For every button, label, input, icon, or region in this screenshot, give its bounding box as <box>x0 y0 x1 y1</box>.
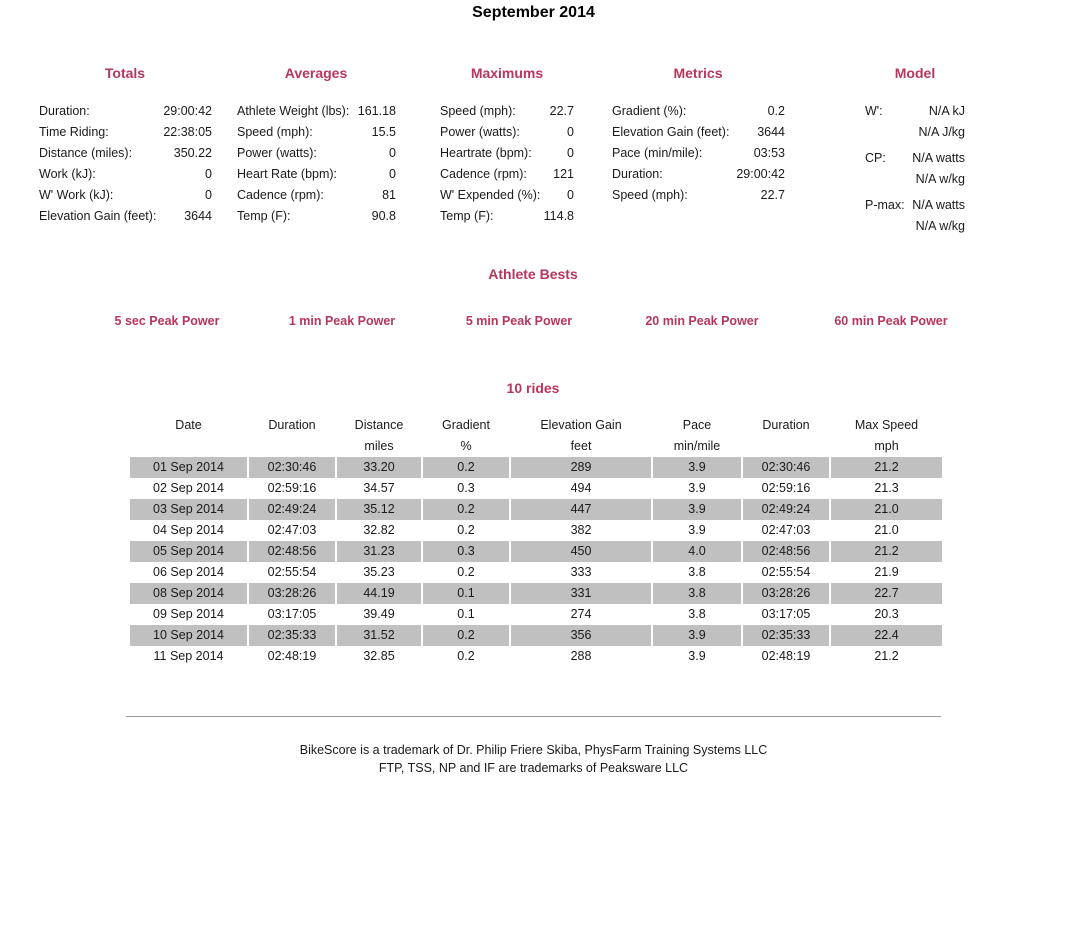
cell-gradient: 0.2 <box>423 499 509 520</box>
column-header-distance: Distance <box>354 418 404 432</box>
cell-gradient: 0.3 <box>423 541 509 562</box>
totals-value: 0 <box>205 188 212 202</box>
totals-label: Duration: <box>39 104 90 118</box>
cell-duration: 02:30:46 <box>249 457 335 478</box>
totals-row <box>39 164 212 185</box>
averages-row <box>237 122 396 143</box>
totals-value: 0 <box>205 167 212 181</box>
cell-elevation-gain: 494 <box>570 481 592 495</box>
cell-elevation-gain: 382 <box>570 523 592 537</box>
maximums-label: Cadence (rpm): <box>440 167 527 181</box>
totals-value: 29:00:42 <box>163 104 212 118</box>
column-header-elevation-gain: Elevation Gain <box>540 418 622 432</box>
maximums-row <box>440 122 574 143</box>
cell-pace: 3.9 <box>688 523 706 537</box>
page-title: September 2014 <box>472 4 595 21</box>
totals-row <box>39 206 212 227</box>
metrics-panel <box>612 101 785 206</box>
totals-label: Elevation Gain (feet): <box>39 209 157 223</box>
totals-row <box>39 122 212 143</box>
averages-value: 90.8 <box>371 209 396 223</box>
column-header-max-speed: Max Speed <box>854 418 919 432</box>
totals-label: Time Riding: <box>39 125 109 139</box>
cell-pace: 3.8 <box>688 565 706 579</box>
cell-duration-2: 02:35:33 <box>743 625 829 646</box>
cell-max-speed: 22.4 <box>831 625 942 646</box>
maximums-label: Temp (F): <box>440 209 494 223</box>
cell-duration: 02:35:33 <box>249 625 335 646</box>
maximums-label: Speed (mph): <box>440 104 516 118</box>
model-row <box>865 148 965 169</box>
cell-distance: 33.20 <box>337 457 421 478</box>
cell-pace: 4.0 <box>653 541 741 562</box>
model-value: N/A watts <box>912 198 965 212</box>
metrics-row <box>612 185 785 206</box>
totals-label: Distance (miles): <box>39 146 133 160</box>
model-label: W': <box>865 104 883 118</box>
table-row <box>130 478 942 499</box>
totals-row <box>39 101 212 122</box>
rides-body <box>130 457 942 667</box>
rides-table <box>128 415 944 667</box>
cell-max-speed: 21.2 <box>874 649 899 663</box>
column-unit <box>743 436 829 457</box>
maximums-row <box>440 164 574 185</box>
cell-date: 05 Sep 2014 <box>130 541 247 562</box>
table-row <box>130 646 942 667</box>
cell-elevation-gain: 333 <box>570 565 592 579</box>
cell-duration: 02:48:19 <box>267 649 317 663</box>
averages-label: Heart Rate (bpm): <box>237 167 338 181</box>
maximums-value: 0 <box>567 188 574 202</box>
metrics-label: Pace (min/mile): <box>612 146 703 160</box>
rides-units-row <box>130 436 942 457</box>
cell-distance: 31.23 <box>337 541 421 562</box>
averages-row <box>237 164 396 185</box>
column-unit: miles <box>364 439 394 453</box>
cell-max-speed: 21.2 <box>831 457 942 478</box>
metrics-value: 22.7 <box>760 188 785 202</box>
metrics-value: 03:53 <box>753 146 785 160</box>
maximums-row <box>440 206 574 227</box>
cell-duration-2: 02:48:19 <box>761 649 811 663</box>
cell-pace: 3.9 <box>688 649 706 663</box>
averages-value: 0 <box>389 167 396 181</box>
cell-duration-2: 02:47:03 <box>761 523 811 537</box>
averages-row <box>237 185 396 206</box>
cell-pace: 3.9 <box>653 625 741 646</box>
cell-date: 04 Sep 2014 <box>153 523 224 537</box>
maximums-row <box>440 143 574 164</box>
table-row <box>130 499 942 520</box>
metrics-label: Speed (mph): <box>612 188 688 202</box>
cell-elevation-gain: 356 <box>511 625 651 646</box>
cell-pace: 3.8 <box>653 583 741 604</box>
cell-elevation-gain: 331 <box>511 583 651 604</box>
cell-elevation-gain: 289 <box>511 457 651 478</box>
column-header-date: Date <box>175 418 202 432</box>
cell-distance: 35.12 <box>337 499 421 520</box>
cell-gradient: 0.1 <box>423 583 509 604</box>
cell-distance: 44.19 <box>337 583 421 604</box>
maximums-value: 22.7 <box>549 104 574 118</box>
cell-max-speed: 20.3 <box>874 607 899 621</box>
averages-label: Temp (F): <box>237 209 291 223</box>
column-unit: min/mile <box>673 439 721 453</box>
cell-gradient: 0.2 <box>457 523 475 537</box>
cell-duration-2: 03:28:26 <box>743 583 829 604</box>
column-unit: mph <box>874 439 899 453</box>
model-row <box>865 169 965 190</box>
totals-row <box>39 185 212 206</box>
cell-date: 03 Sep 2014 <box>130 499 247 520</box>
cell-elevation-gain: 288 <box>570 649 592 663</box>
cell-duration: 02:49:24 <box>249 499 335 520</box>
best-60min-peak-power: 60 min Peak Power <box>834 314 948 328</box>
cell-date: 08 Sep 2014 <box>130 583 247 604</box>
totals-value: 22:38:05 <box>163 125 212 139</box>
metrics-value: 0.2 <box>767 104 785 118</box>
cell-duration-2: 02:48:56 <box>743 541 829 562</box>
totals-heading: Totals <box>104 65 146 81</box>
cell-max-speed: 21.9 <box>874 565 899 579</box>
model-row <box>865 216 965 237</box>
cell-distance: 35.23 <box>363 565 395 579</box>
best-5sec-peak-power: 5 sec Peak Power <box>114 314 220 328</box>
cell-pace: 3.9 <box>653 457 741 478</box>
cell-date: 09 Sep 2014 <box>153 607 224 621</box>
averages-value: 15.5 <box>371 125 396 139</box>
cell-duration-2: 02:55:54 <box>761 565 811 579</box>
model-label: P-max: <box>865 198 905 212</box>
cell-duration-2: 02:49:24 <box>743 499 829 520</box>
maximums-row <box>440 185 574 206</box>
maximums-value: 0 <box>567 125 574 139</box>
model-row <box>865 195 965 216</box>
metrics-value: 29:00:42 <box>736 167 785 181</box>
rides-heading: 10 rides <box>506 380 560 396</box>
cell-elevation-gain: 274 <box>570 607 592 621</box>
model-value: N/A J/kg <box>918 125 965 139</box>
cell-duration-2: 02:30:46 <box>743 457 829 478</box>
cell-gradient: 0.2 <box>457 649 475 663</box>
table-row <box>130 457 942 478</box>
footer-trademark-line-1: BikeScore is a trademark of Dr. Philip Friere Skiba, PhysFarm Training Systems LLC <box>299 743 768 757</box>
metrics-heading: Metrics <box>673 65 723 81</box>
metrics-label: Elevation Gain (feet): <box>612 125 730 139</box>
cell-gradient: 0.2 <box>423 457 509 478</box>
cell-duration: 02:55:54 <box>267 565 317 579</box>
model-value: N/A watts <box>912 151 965 165</box>
cell-distance: 32.85 <box>363 649 395 663</box>
maximums-value: 0 <box>567 146 574 160</box>
cell-pace: 3.9 <box>653 499 741 520</box>
column-header-gradient: Gradient <box>442 418 490 432</box>
best-1min-peak-power: 1 min Peak Power <box>288 314 396 328</box>
metrics-row <box>612 143 785 164</box>
table-row <box>130 625 942 646</box>
averages-label: Cadence (rpm): <box>237 188 324 202</box>
maximums-label: Power (watts): <box>440 125 520 139</box>
metrics-label: Duration: <box>612 167 663 181</box>
cell-max-speed: 22.7 <box>831 583 942 604</box>
averages-value: 161.18 <box>357 104 396 118</box>
maximums-value: 114.8 <box>543 209 574 223</box>
cell-pace: 3.9 <box>688 481 706 495</box>
model-panel <box>865 101 965 237</box>
best-20min-peak-power: 20 min Peak Power <box>645 314 759 328</box>
maximums-panel <box>440 101 574 227</box>
averages-row <box>237 206 396 227</box>
cell-gradient: 0.3 <box>457 481 475 495</box>
averages-value: 81 <box>382 188 396 202</box>
cell-pace: 3.8 <box>688 607 706 621</box>
metrics-row <box>612 122 785 143</box>
totals-row <box>39 143 212 164</box>
averages-value: 0 <box>389 146 396 160</box>
best-5min-peak-power: 5 min Peak Power <box>465 314 573 328</box>
maximums-label: W' Expended (%): <box>440 188 541 202</box>
column-header-duration-2: Duration <box>762 418 810 432</box>
cell-distance: 34.57 <box>363 481 395 495</box>
model-value: N/A w/kg <box>915 172 965 186</box>
cell-max-speed: 21.2 <box>831 541 942 562</box>
cell-duration: 02:59:16 <box>267 481 317 495</box>
maximums-heading: Maximums <box>470 65 544 81</box>
totals-label: Work (kJ): <box>39 167 96 181</box>
metrics-row <box>612 101 785 122</box>
model-label: CP: <box>865 151 886 165</box>
maximums-row <box>440 101 574 122</box>
averages-label: Power (watts): <box>237 146 317 160</box>
metrics-value: 3644 <box>757 125 785 139</box>
table-row <box>130 583 942 604</box>
table-row <box>130 604 942 625</box>
cell-max-speed: 21.0 <box>831 499 942 520</box>
model-heading: Model <box>894 65 936 81</box>
averages-label: Athlete Weight (lbs): <box>237 104 350 118</box>
cell-duration: 03:17:05 <box>267 607 317 621</box>
athlete-bests-heading: Athlete Bests <box>488 266 578 282</box>
averages-heading: Averages <box>284 65 348 81</box>
metrics-label: Gradient (%): <box>612 104 687 118</box>
cell-duration: 02:48:56 <box>249 541 335 562</box>
averages-label: Speed (mph): <box>237 125 313 139</box>
rides-header-row <box>130 415 942 436</box>
column-header-duration: Duration <box>268 418 316 432</box>
cell-distance: 32.82 <box>363 523 395 537</box>
table-row <box>130 562 942 583</box>
column-unit <box>249 436 335 457</box>
cell-date: 11 Sep 2014 <box>153 649 224 663</box>
cell-duration: 03:28:26 <box>249 583 335 604</box>
table-row <box>130 520 942 541</box>
cell-date: 02 Sep 2014 <box>153 481 224 495</box>
cell-date: 01 Sep 2014 <box>130 457 247 478</box>
cell-date: 06 Sep 2014 <box>153 565 224 579</box>
cell-distance: 39.49 <box>363 607 395 621</box>
column-header-pace: Pace <box>682 418 712 432</box>
totals-value: 350.22 <box>173 146 212 160</box>
cell-gradient: 0.2 <box>457 565 475 579</box>
metrics-row <box>612 164 785 185</box>
column-unit: feet <box>570 439 592 453</box>
totals-panel <box>39 101 212 227</box>
footer-divider <box>126 716 941 717</box>
model-value: N/A kJ <box>928 104 965 118</box>
model-row <box>865 101 965 122</box>
table-row <box>130 541 942 562</box>
cell-elevation-gain: 447 <box>511 499 651 520</box>
column-unit: % <box>460 439 472 453</box>
cell-max-speed: 21.3 <box>874 481 899 495</box>
column-unit <box>130 436 247 457</box>
averages-row <box>237 143 396 164</box>
maximums-value: 121 <box>553 167 574 181</box>
cell-date: 10 Sep 2014 <box>130 625 247 646</box>
cell-duration-2: 03:17:05 <box>761 607 811 621</box>
cell-gradient: 0.1 <box>457 607 475 621</box>
footer-trademark-line-2: FTP, TSS, NP and IF are trademarks of Peaksware LLC <box>378 761 689 775</box>
cell-duration-2: 02:59:16 <box>761 481 811 495</box>
cell-distance: 31.52 <box>337 625 421 646</box>
cell-gradient: 0.2 <box>423 625 509 646</box>
averages-panel <box>237 101 396 227</box>
maximums-label: Heartrate (bpm): <box>440 146 532 160</box>
averages-row <box>237 101 396 122</box>
model-value: N/A w/kg <box>915 219 965 233</box>
totals-value: 3644 <box>184 209 212 223</box>
cell-max-speed: 21.0 <box>874 523 899 537</box>
cell-elevation-gain: 450 <box>511 541 651 562</box>
totals-label: W' Work (kJ): <box>39 188 114 202</box>
model-row <box>865 122 965 143</box>
cell-duration: 02:47:03 <box>267 523 317 537</box>
